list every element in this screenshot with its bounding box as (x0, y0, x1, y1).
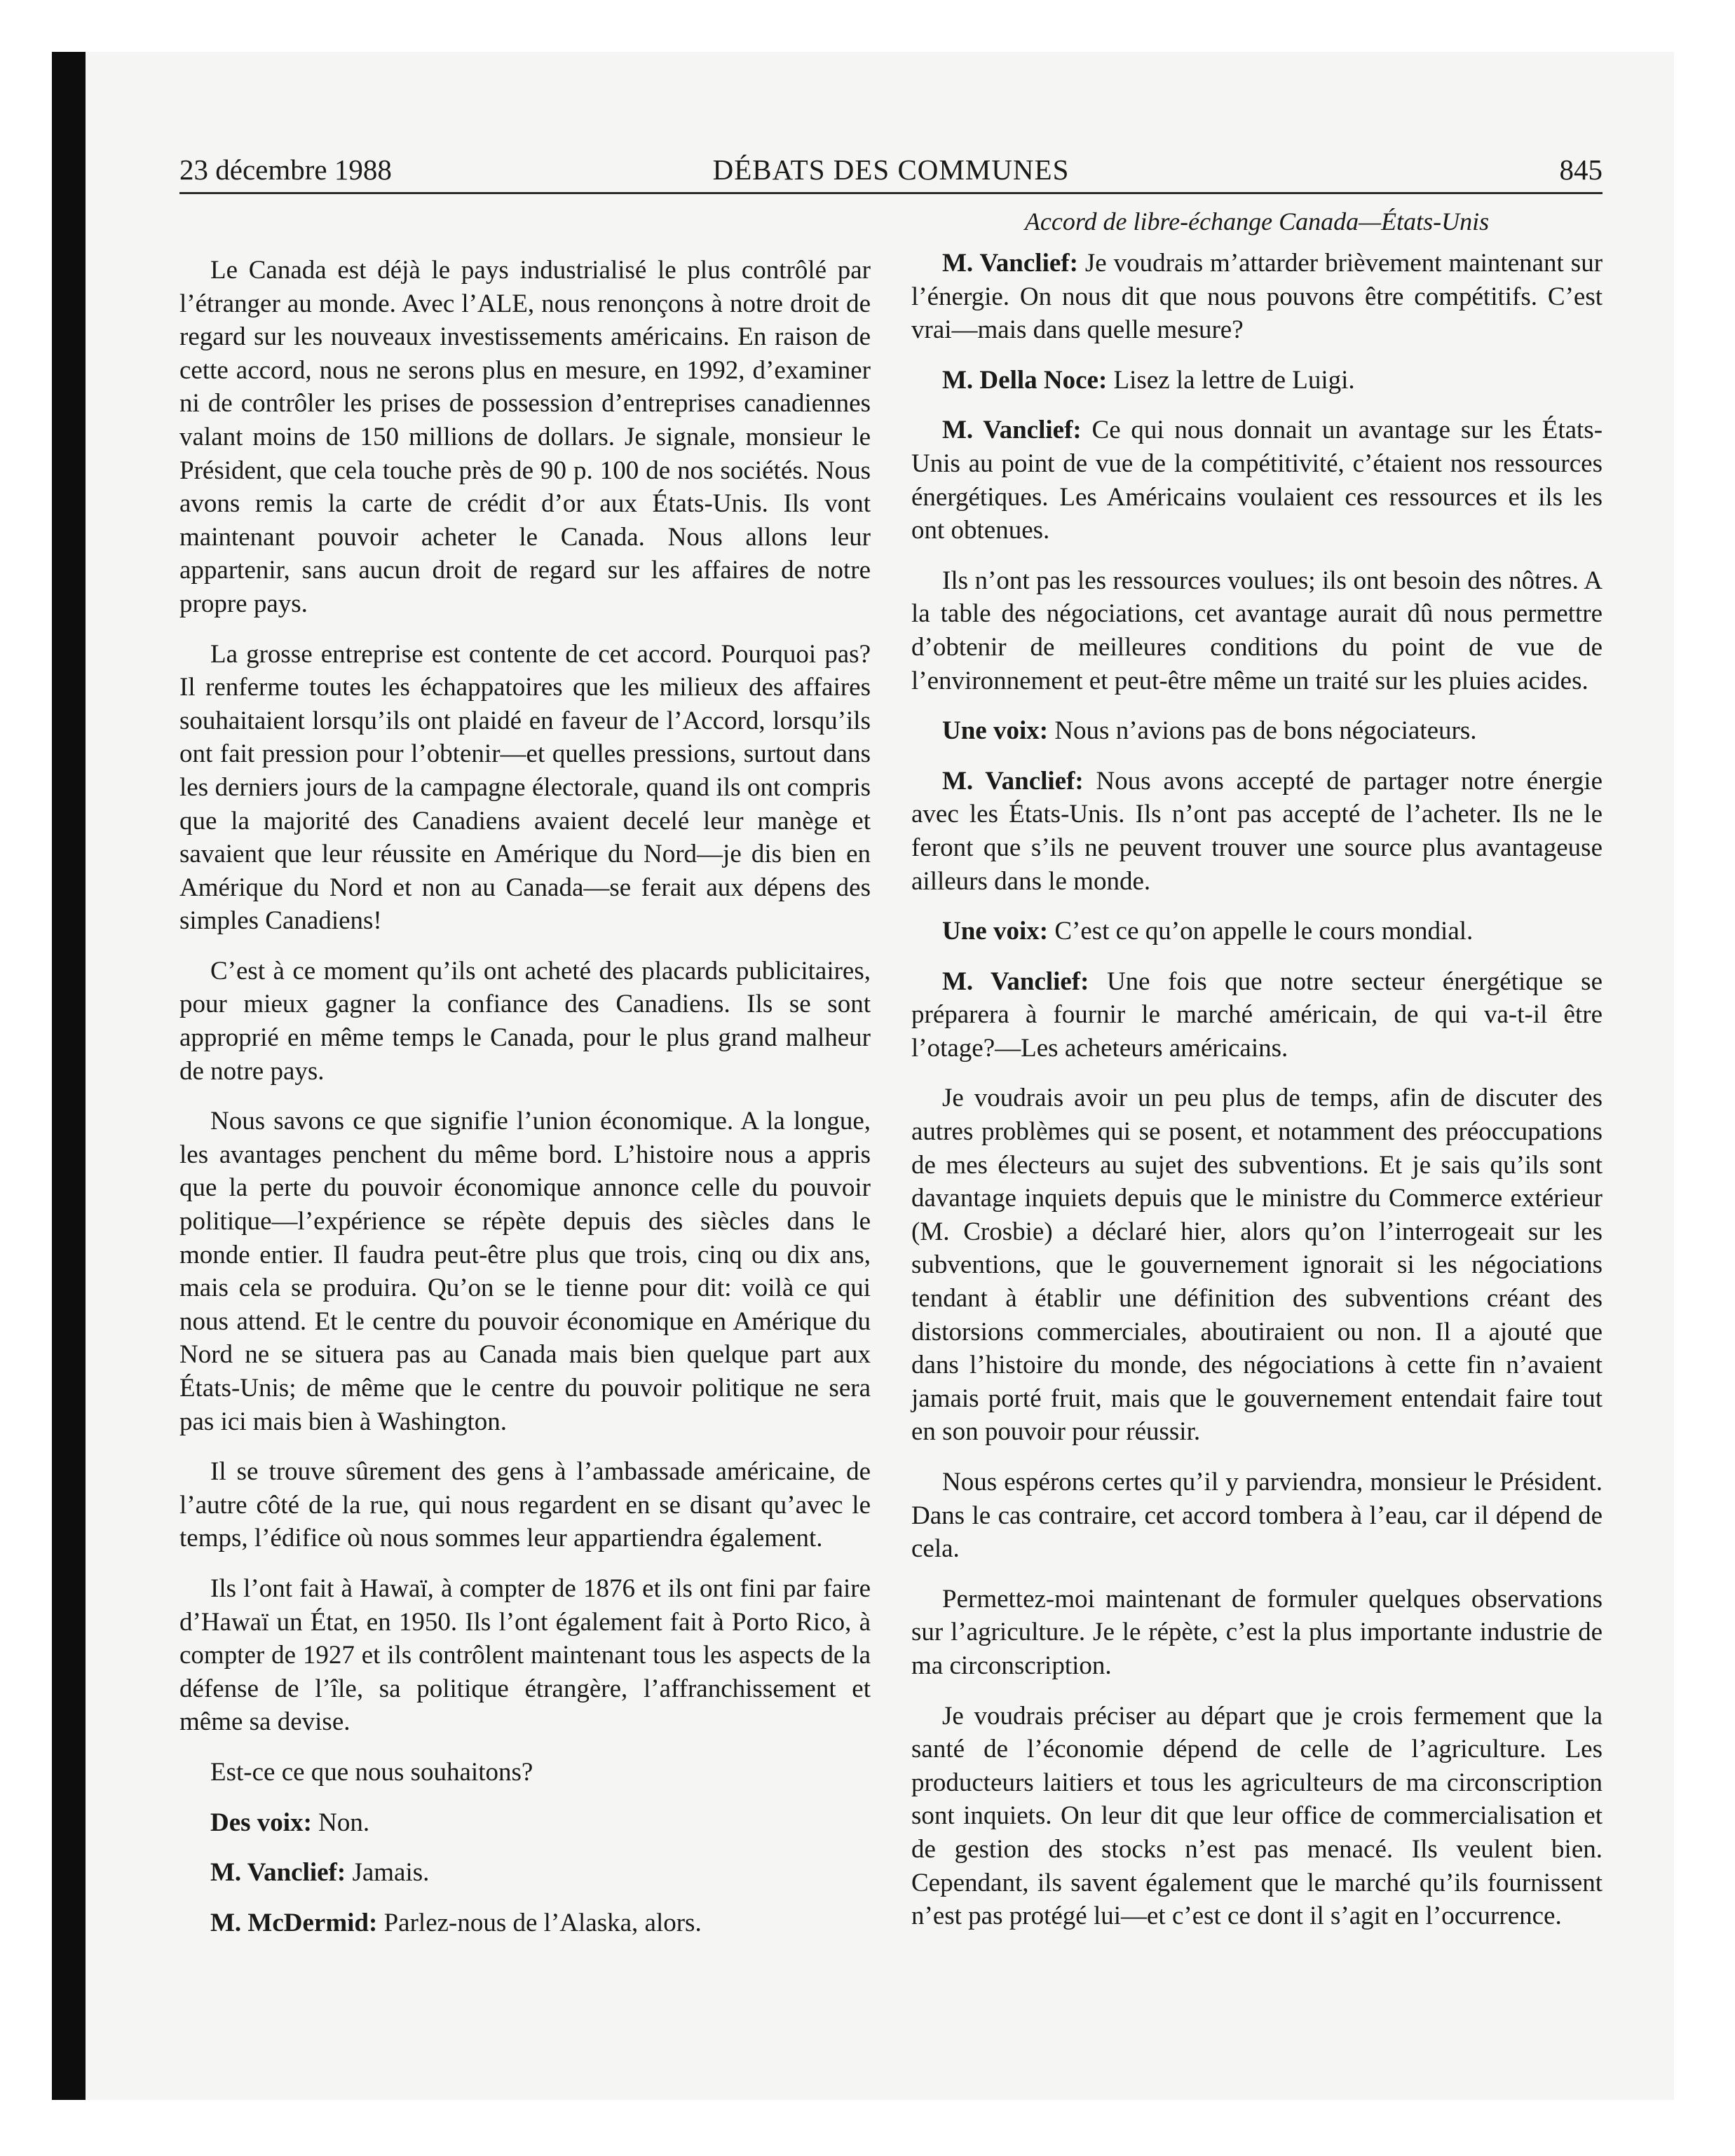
paragraph-text: Nous savons ce que signifie l’union économique. A la longue, les avantages penchent du même bord. L’histoire nous a appris que la perte du pouvoir économique annonce celle du pouvoir politique—l’expérience se répète depuis des siècles dans le monde entier. Il faudra peut-être plus que trois, cinq ou dix ans, mais cela se produira. Qu’on se le tienne pour dit: voilà ce qui nous attend. Et le centre du pouvoir économique en Amérique du Nord ne se situera pas au Canada mais bien quelque part aux États-Unis; de même que le centre du pouvoir politique ne sera pas ici mais bien à Washington. (179, 1107, 871, 1436)
paragraph (179, 1105, 871, 1438)
paragraph (911, 965, 1603, 1065)
page-number: 845 (1559, 153, 1603, 186)
paragraph-text: La grosse entreprise est contente de cet accord. Pourquoi pas? Il renferme toutes les échappatoires que les milieux des affaires souhaitaient lorsqu’ils ont plaidé en faveur de l’Accord, lorsqu’ils ont fait pression pour l’obtenir—et quelles pressions, surtout dans les derniers jours de la campagne électorale, quand ils ont compris que la majorité des Canadiens avaient decelé leur manège et savaient que leur réussite en Amérique du Nord—je dis bien en Amérique du Nord et non au Canada—se ferait aux dépens des simples Canadiens! (179, 639, 871, 936)
paragraph (179, 1906, 871, 1940)
paragraph-text: Ce qui nous donnait un avantage sur les États-Unis au point de vue de la compétitivité, c’étaient nos ressources énergétiques. Les Américains voulaient ces ressources et ils les ont obtenues. (911, 416, 1603, 545)
speaker-name: M. Vanclief: (942, 766, 1084, 796)
speaker-name: Des voix: (210, 1808, 312, 1837)
paragraph (911, 1466, 1603, 1566)
speaker-name: M. Vanclief: (942, 249, 1078, 278)
paragraph (911, 1583, 1603, 1683)
paragraph (179, 638, 871, 938)
speaker-name: Une voix: (942, 716, 1049, 746)
paragraph (179, 1756, 871, 1789)
paragraph-text: Est-ce ce que nous souhaitons? (210, 1757, 533, 1787)
paragraph (911, 915, 1603, 948)
paragraph-text: Ils n’ont pas les ressources voulues; ils ont besoin des nôtres. A la table des négociations, cet avantage aurait dû nous permettre d’obtenir de meilleures conditions du point de vue de l’environnement et peut-être même un traité sur les pluies acides. (911, 566, 1603, 695)
speaker-name: M. Vanclief: (942, 416, 1082, 445)
binding-edge (52, 52, 86, 2100)
paragraph-text: C’est ce qu’on appelle le cours mondial. (1054, 917, 1474, 946)
paragraph (179, 1856, 871, 1890)
speaker-name: M. Della Noce: (942, 365, 1108, 395)
paragraph-text: Nous avons accepté de partager notre énergie avec les États-Unis. Ils n’ont pas accepté de l’acheter. Ils ne le feront que s’ils ne peuvent trouver une source plus avantageuse ailleurs dans le monde. (911, 766, 1603, 896)
paragraph-text: Le Canada est déjà le pays industrialisé le plus contrôlé par l’étranger au monde. Avec l’ALE, nous renonçons à notre droit de regard sur les nouveaux investissements américains. En raison de cette accord, nous ne serons plus en mesure, en 1992, d’examiner ni de contrôler les prises de possession d’entreprises canadiennes valant moins de 150 millions de dollars. Je signale, monsieur le Président, que cela touche près de 90 p. 100 de nos sociétés. Nous avons remis la carte de crédit d’or aux États-Unis. Ils vont maintenant pouvoir acheter le Canada. Nous allons leur appartenir, sans aucun droit de regard sur les affaires de notre propre pays. (179, 256, 871, 618)
speaker-name: M. McDermid: (210, 1908, 378, 1937)
paragraph (179, 955, 871, 1088)
running-head: Accord de libre-échange Canada—États-Unis (1024, 207, 1490, 236)
paragraph (179, 254, 871, 621)
speaker-name: M. Vanclief: (210, 1858, 346, 1888)
right-column (911, 247, 1603, 1950)
paragraph-text: Parlez-nous de l’Alaska, alors. (383, 1908, 702, 1937)
paragraph (179, 1455, 871, 1555)
paragraph-text: Permettez-moi maintenant de formuler quelques observations sur l’agriculture. Je le répète, c’est la plus importante industrie de ma circonscription. (911, 1584, 1603, 1680)
paragraph (911, 1082, 1603, 1449)
header-title: DÉBATS DES COMMUNES (712, 153, 1070, 186)
paragraph (911, 247, 1603, 347)
speaker-name: Une voix: (942, 917, 1049, 946)
paragraph-text: Nous n’avions pas de bons négociateurs. (1054, 716, 1477, 746)
paragraph-text: Non. (318, 1808, 370, 1837)
paragraph-text: Lisez la lettre de Luigi. (1113, 365, 1355, 395)
paragraph-text: Jamais. (352, 1858, 430, 1888)
paragraph (911, 364, 1603, 397)
left-column (179, 247, 871, 1956)
paragraph-text: Je voudrais préciser au départ que je crois fermement que la santé de l’économie dépend de celle de l’agriculture. Les producteurs laitiers et tous les agriculteurs de ma circonscription sont inquiets. On leur dit que leur office de commercialisation et de gestion des stocks n’est pas menacé. Ils veulent bien. Cependant, ils savent également que le marché qu’ils fournissent n’est pas protégé lui—et c’est ce dont il s’agit en l’occurrence. (911, 1701, 1603, 1931)
page-header (179, 151, 1603, 194)
paragraph-text: Il se trouve sûrement des gens à l’ambassade américaine, de l’autre côté de la rue, qui nous regardent en se disant qu’avec le temps, l’édifice où nous sommes leur appartiendra également. (179, 1457, 871, 1553)
paragraph (911, 714, 1603, 748)
paragraph (179, 1572, 871, 1739)
speaker-name: M. Vanclief: (942, 967, 1089, 996)
paragraph (179, 1806, 871, 1840)
paragraph (911, 765, 1603, 898)
paragraph (911, 1700, 1603, 1933)
header-date: 23 décembre 1988 (179, 153, 392, 186)
paragraph-text: Je voudrais m’attarder brièvement maintenant sur l’énergie. On nous dit que nous pouvons être compétitifs. C’est vrai—mais dans quelle mesure? (911, 249, 1603, 345)
paragraph-text: Nous espérons certes qu’il y parviendra, monsieur le Président. Dans le cas contraire, cet accord tombera à l’eau, car il dépend de cela. (911, 1468, 1603, 1564)
paragraph (911, 564, 1603, 697)
paragraph (911, 414, 1603, 547)
paragraph-text: Je voudrais avoir un peu plus de temps, afin de discuter des autres problèmes qui se posent, et notamment des préoccupations de mes électeurs au sujet des subventions. Et je sais qu’ils sont davantage inquiets depuis que le ministre du Commerce extérieur (M. Crosbie) a déclaré hier, alors qu’on l’interrogeait sur les subventions, que le gouvernement ignorait si les négociations tendant à établir une définition des subventions créant des distorsions commerciales, aboutiraient ou non. Il a ajouté que dans l’histoire du monde, des négociations à cette fin n’avaient jamais porté fruit, mais que le gouvernement entendait faire tout en son pouvoir pour réussir. (911, 1084, 1603, 1447)
paragraph-text: C’est à ce moment qu’ils ont acheté des placards publicitaires, pour mieux gagner la confiance des Canadiens. Ils se sont approprié en même temps le Canada, pour le plus grand malheur de notre pays. (179, 956, 871, 1086)
paragraph-text: Ils l’ont fait à Hawaï, à compter de 1876 et ils ont fini par faire d’Hawaï un État, en 1950. Ils l’ont également fait à Porto Rico, à compter de 1927 et ils contrôlent maintenant tous les aspects de la défense de l’île, sa politique étrangère, l’affranchissement et même sa devise. (179, 1574, 871, 1737)
paragraph-text: Une fois que notre secteur énergétique se préparera à fournir le marché américain, de qui va-t-il être l’otage?—Les acheteurs américains. (911, 967, 1603, 1063)
